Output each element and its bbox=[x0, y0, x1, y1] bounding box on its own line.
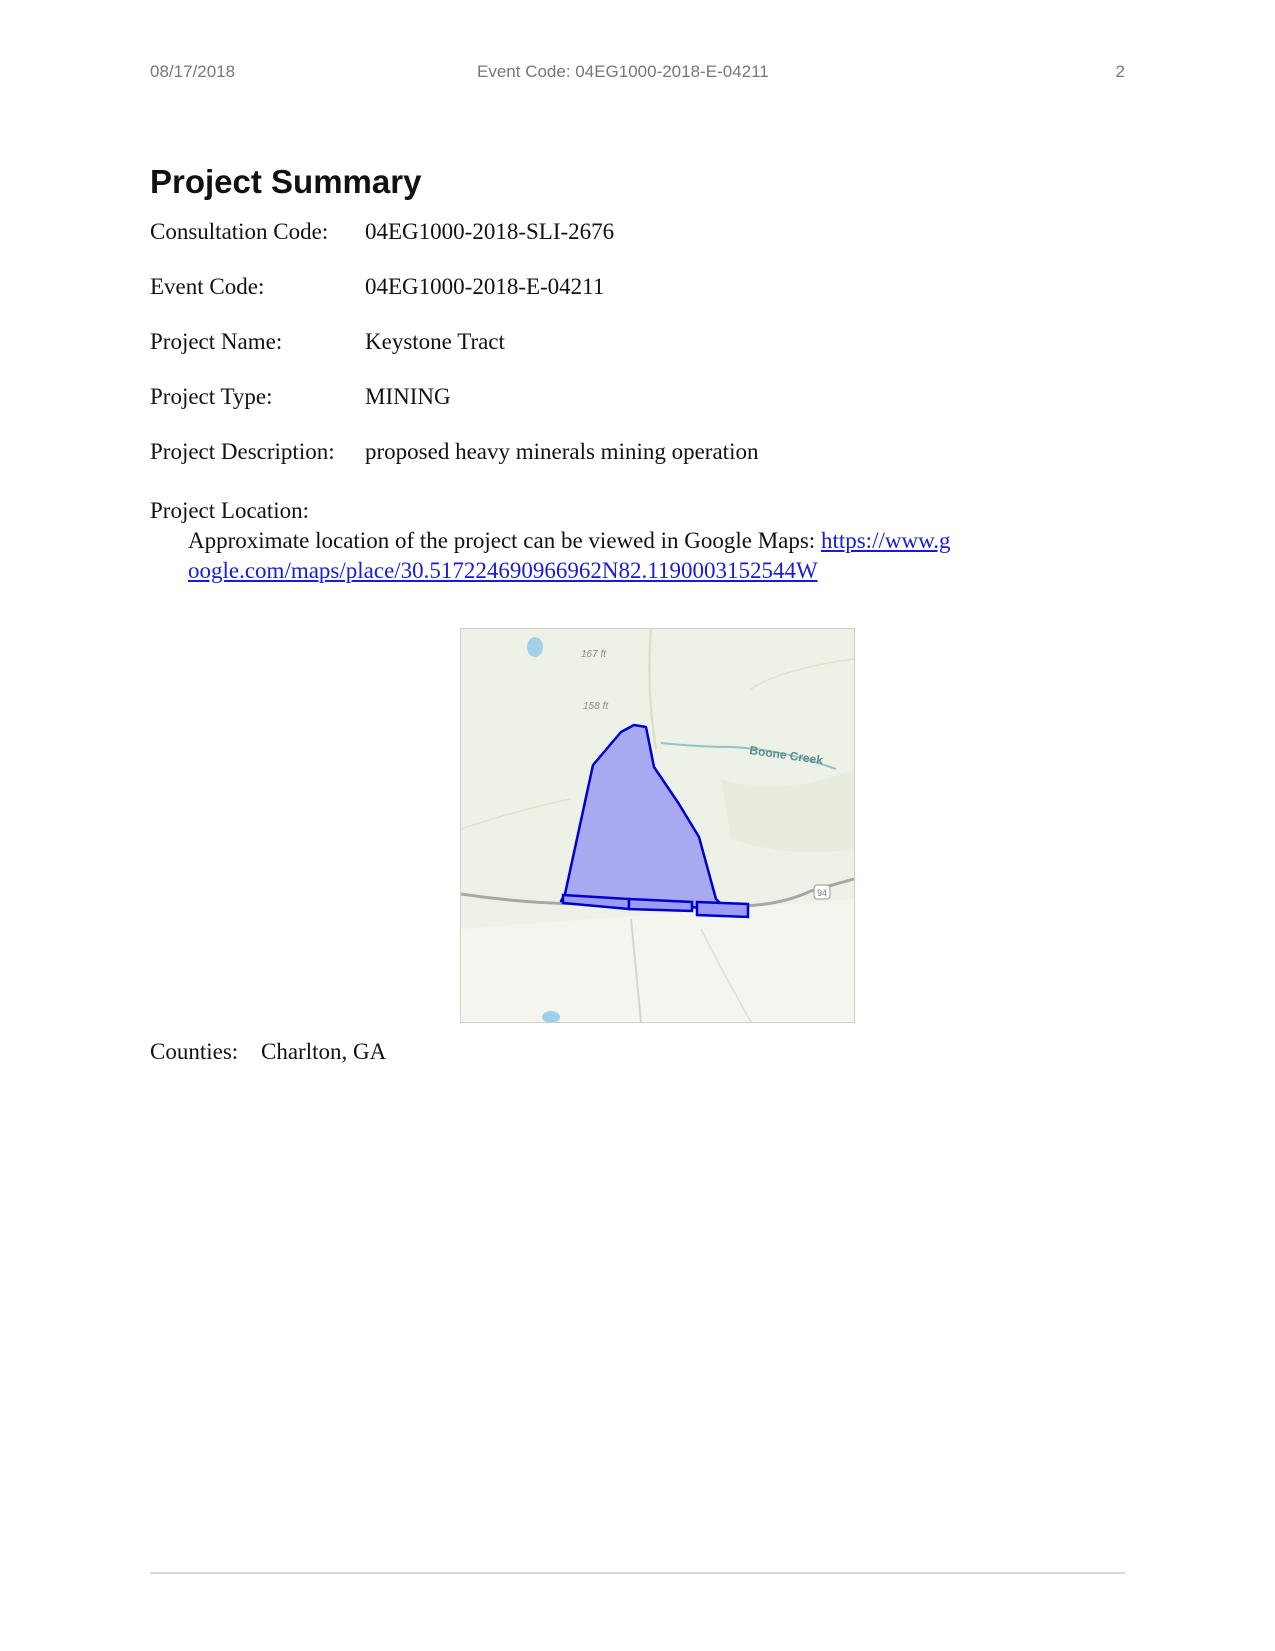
counties bbox=[150, 1037, 387, 1067]
field-label: Event Code: bbox=[150, 274, 265, 299]
field-value: Keystone Tract bbox=[365, 329, 505, 354]
map-creek-label: Boone Creek bbox=[748, 743, 824, 768]
map-water bbox=[527, 637, 543, 657]
counties-label: Counties: bbox=[150, 1039, 239, 1064]
map-elevation-label: 167 ft bbox=[581, 649, 607, 660]
counties-value: Charlton, GA bbox=[261, 1039, 387, 1064]
page-number: 2 bbox=[1115, 62, 1125, 81]
header-event-code: Event Code: 04EG1000-2018-E-04211 bbox=[477, 62, 769, 81]
project-map bbox=[460, 628, 855, 1023]
field-label: Project Description: bbox=[150, 439, 335, 464]
field-value: 04EG1000-2018-E-04211 bbox=[365, 274, 605, 299]
google-maps-link[interactable]: https://www.google.com/maps/place/30.517224690966962N82.1190003152544W bbox=[188, 528, 951, 583]
page-title: Project Summary bbox=[150, 163, 422, 200]
header-date: 08/17/2018 bbox=[150, 62, 236, 81]
map-graphic bbox=[461, 629, 854, 1022]
field-value: 04EG1000-2018-SLI-2676 bbox=[365, 219, 615, 244]
map-elevation-label: 158 ft bbox=[583, 701, 609, 712]
location-description: Approximate location of the project can be viewed in Google Maps: bbox=[188, 528, 816, 553]
field-label: Project Name: bbox=[150, 329, 283, 354]
project-location-label: Project Location: bbox=[150, 498, 310, 523]
field-label: Project Type: bbox=[150, 384, 273, 409]
project-parcel bbox=[697, 902, 748, 917]
footer-divider bbox=[150, 1572, 1125, 1574]
map-route-label: 94 bbox=[816, 888, 828, 898]
project-parcel bbox=[629, 899, 692, 911]
field-label: Consultation Code: bbox=[150, 219, 329, 244]
field-value: proposed heavy minerals mining operation bbox=[365, 439, 759, 464]
field-value: MINING bbox=[365, 384, 451, 409]
project-location-text bbox=[188, 526, 958, 586]
